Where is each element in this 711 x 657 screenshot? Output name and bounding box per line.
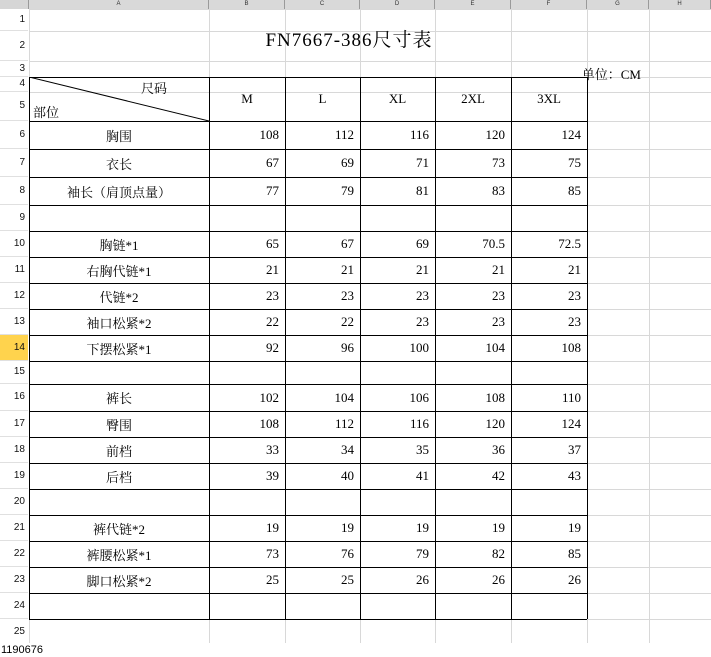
cell-r8-c2[interactable]: 100 <box>409 340 429 355</box>
cell-r1-c1[interactable]: 69 <box>341 155 354 170</box>
cell-r13-c2[interactable]: 41 <box>416 468 429 483</box>
cell-r5-c0[interactable]: 21 <box>266 262 279 277</box>
cell-r1-c3[interactable]: 73 <box>492 155 505 170</box>
cell-r17-c4[interactable]: 26 <box>568 572 581 587</box>
column-header-a[interactable]: A <box>29 0 209 9</box>
row-header-14[interactable]: 14 <box>0 335 28 361</box>
row-header-21[interactable]: 21 <box>0 515 28 541</box>
cell-r10-c1[interactable]: 104 <box>334 389 354 405</box>
cell-r13-c3[interactable]: 42 <box>492 468 505 483</box>
cell-r9-c1[interactable] <box>285 361 360 384</box>
row-header-9[interactable]: 9 <box>0 205 28 231</box>
column-header-h[interactable]: H <box>649 0 711 9</box>
cell-r5-c4[interactable]: 21 <box>568 262 581 277</box>
column-header-d[interactable]: D <box>360 0 435 9</box>
cell-r2-c4[interactable]: 85 <box>568 183 581 198</box>
document-title[interactable]: FN7667-386尺寸表 <box>265 29 433 51</box>
cell-r12-c4[interactable]: 37 <box>568 442 581 457</box>
cell-r2-c1[interactable]: 79 <box>341 183 354 198</box>
sheet-grid[interactable] <box>29 9 711 657</box>
cell-r1-c2[interactable]: 71 <box>416 155 429 170</box>
row-label-12[interactable]: 前档 <box>105 443 132 459</box>
cell-r3-c2[interactable] <box>360 205 435 231</box>
row-header-12[interactable]: 12 <box>0 283 28 309</box>
select-all-corner[interactable] <box>0 0 29 9</box>
row-label-14[interactable] <box>29 489 209 515</box>
cell-r13-c4[interactable]: 43 <box>568 468 581 483</box>
cell-r7-c0[interactable]: 22 <box>266 314 279 329</box>
row-header-25[interactable]: 25 <box>0 619 28 645</box>
row-header-6[interactable]: 6 <box>0 121 28 149</box>
cell-r14-c0[interactable] <box>209 489 285 515</box>
cell-r10-c0[interactable]: 102 <box>259 389 279 405</box>
cell-r12-c3[interactable]: 36 <box>492 442 505 457</box>
row-label-11[interactable]: 臀围 <box>105 417 132 433</box>
cell-r2-c2[interactable]: 81 <box>416 183 429 198</box>
row-label-2[interactable]: 袖长（肩顶点量） <box>66 184 171 200</box>
cell-r9-c3[interactable] <box>435 361 511 384</box>
row-label-3[interactable] <box>29 205 209 231</box>
cell-r17-c3[interactable]: 26 <box>492 572 505 587</box>
column-header-g[interactable]: G <box>587 0 649 9</box>
cell-r16-c1[interactable]: 76 <box>341 546 354 561</box>
cell-r0-c1[interactable]: 112 <box>334 127 354 142</box>
row-header-1[interactable]: 1 <box>0 9 28 31</box>
row-label-9[interactable] <box>29 361 209 384</box>
cell-r17-c0[interactable]: 25 <box>266 572 279 587</box>
cell-r4-c2[interactable]: 69 <box>416 236 429 251</box>
cell-r7-c1[interactable]: 22 <box>341 314 354 329</box>
row-header-19[interactable]: 19 <box>0 463 28 489</box>
column-header-c[interactable]: C <box>285 0 360 9</box>
cell-r10-c2[interactable]: 106 <box>409 389 429 405</box>
row-label-0[interactable]: 胸围 <box>105 128 132 144</box>
column-header-e[interactable]: E <box>435 0 511 9</box>
cell-r14-c2[interactable] <box>360 489 435 515</box>
header-corner-size-label: 尺码 <box>141 80 168 96</box>
unit-note[interactable]: 单位：CM <box>581 66 641 82</box>
cell-r5-c2[interactable]: 21 <box>416 262 429 277</box>
cell-r4-c1[interactable]: 67 <box>341 236 354 251</box>
row-header-13[interactable]: 13 <box>0 309 28 335</box>
cell-r10-c3[interactable]: 108 <box>485 389 505 405</box>
row-label-8[interactable]: 下摆松紧*1 <box>86 341 152 357</box>
row-header-7[interactable]: 7 <box>0 149 28 177</box>
cell-r7-c4[interactable]: 23 <box>568 314 581 329</box>
cell-r3-c0[interactable] <box>209 205 285 231</box>
table-border <box>587 77 588 619</box>
size-column-header-L[interactable]: L <box>318 91 327 106</box>
size-column-header-3XL[interactable]: 3XL <box>537 91 561 106</box>
cell-r0-c3[interactable]: 120 <box>485 127 505 142</box>
row-label-13[interactable]: 后档 <box>105 469 132 485</box>
column-header-f[interactable]: F <box>511 0 587 9</box>
row-header-18[interactable]: 18 <box>0 437 28 463</box>
cell-r5-c3[interactable]: 21 <box>492 262 505 277</box>
cell-r4-c4[interactable]: 72.5 <box>558 236 581 251</box>
row-header-4[interactable]: 4 <box>0 77 28 92</box>
cell-r15-c2[interactable]: 19 <box>416 520 429 535</box>
cell-r6-c1[interactable]: 23 <box>341 288 354 303</box>
column-header-b[interactable]: B <box>209 0 285 9</box>
cell-r10-c4[interactable]: 110 <box>561 389 581 405</box>
cell-r4-c3[interactable]: 70.5 <box>482 236 505 251</box>
status-bar: 1190676 <box>0 643 711 657</box>
row-header-23[interactable]: 23 <box>0 567 28 593</box>
cell-r3-c1[interactable] <box>285 205 360 231</box>
cell-r2-c3[interactable]: 83 <box>492 183 505 198</box>
size-column-header-2XL[interactable]: 2XL <box>461 91 485 106</box>
cell-r15-c3[interactable]: 19 <box>492 520 505 535</box>
cell-r11-c1[interactable]: 112 <box>334 416 354 431</box>
cell-r15-c0[interactable]: 19 <box>266 520 279 535</box>
cell-r1-c0[interactable]: 67 <box>266 155 279 170</box>
row-header-16[interactable]: 16 <box>0 384 28 411</box>
row-header-24[interactable]: 24 <box>0 593 28 619</box>
cell-r15-c4[interactable]: 19 <box>568 520 581 535</box>
cell-r11-c4[interactable]: 124 <box>561 416 581 431</box>
cell-r16-c2[interactable]: 79 <box>416 546 429 561</box>
size-column-header-XL[interactable]: XL <box>388 91 407 106</box>
row-header-20[interactable]: 20 <box>0 489 28 515</box>
cell-r0-c4[interactable]: 124 <box>561 127 581 142</box>
cell-r13-c1[interactable]: 40 <box>341 468 354 483</box>
size-column-header-M[interactable]: M <box>241 91 253 106</box>
row-header-10[interactable]: 10 <box>0 231 28 257</box>
row-header-15[interactable]: 15 <box>0 361 28 384</box>
cell-r1-c4[interactable]: 75 <box>568 155 581 170</box>
cell-r14-c3[interactable] <box>435 489 511 515</box>
row-label-16[interactable]: 裤腰松紧*1 <box>86 547 152 563</box>
table-border <box>29 593 587 594</box>
column-header-strip <box>0 0 711 9</box>
table-border <box>29 619 587 620</box>
row-label-6[interactable]: 代链*2 <box>99 289 139 305</box>
cell-r6-c2[interactable]: 23 <box>416 288 429 303</box>
cell-r7-c3[interactable]: 23 <box>492 314 505 329</box>
cell-r14-c4[interactable] <box>511 489 587 515</box>
cell-r17-c2[interactable]: 26 <box>416 572 429 587</box>
grid-line <box>29 61 711 62</box>
cell-r11-c3[interactable]: 120 <box>485 416 505 431</box>
cell-r17-c1[interactable]: 25 <box>341 572 354 587</box>
row-label-4[interactable]: 胸链*1 <box>99 237 139 253</box>
cell-r5-c1[interactable]: 21 <box>341 262 354 277</box>
cell-r9-c0[interactable] <box>209 361 285 384</box>
cell-r8-c3[interactable]: 104 <box>485 340 505 355</box>
cell-r16-c4[interactable]: 85 <box>568 546 581 561</box>
row-header-5[interactable]: 5 <box>0 92 28 121</box>
cell-r3-c4[interactable] <box>511 205 587 231</box>
row-header-8[interactable]: 8 <box>0 177 28 205</box>
row-label-17[interactable]: 脚口松紧*2 <box>86 573 152 589</box>
cell-r2-c0[interactable]: 77 <box>266 183 279 198</box>
cell-r6-c3[interactable]: 23 <box>492 288 505 303</box>
cell-r7-c2[interactable]: 23 <box>416 314 429 329</box>
cell-r8-c0[interactable]: 92 <box>266 340 279 355</box>
cell-r12-c1[interactable]: 34 <box>341 442 354 457</box>
cell-r0-c2[interactable]: 116 <box>409 127 429 142</box>
row-label-7[interactable]: 袖口松紧*2 <box>86 315 152 331</box>
cell-r13-c0[interactable]: 39 <box>266 468 279 483</box>
cell-r6-c0[interactable]: 23 <box>266 288 279 303</box>
grid-line <box>29 9 711 10</box>
row-header-11[interactable]: 11 <box>0 257 28 283</box>
cell-r8-c1[interactable]: 96 <box>341 340 354 355</box>
row-label-15[interactable]: 裤代链*2 <box>92 521 145 537</box>
cell-r12-c2[interactable]: 35 <box>416 442 429 457</box>
cell-r6-c4[interactable]: 23 <box>568 288 581 303</box>
cell-r16-c0[interactable]: 73 <box>266 546 279 561</box>
cell-r8-c4[interactable]: 108 <box>561 340 581 355</box>
row-label-1[interactable]: 衣长 <box>105 156 132 172</box>
cell-r4-c0[interactable]: 65 <box>266 236 279 251</box>
header-corner-part-label: 部位 <box>33 104 60 120</box>
cell-r15-c1[interactable]: 19 <box>341 520 354 535</box>
row-label-10[interactable]: 裤长 <box>105 391 132 406</box>
row-header-3[interactable]: 3 <box>0 61 28 77</box>
cell-r3-c3[interactable] <box>435 205 511 231</box>
cell-r12-c0[interactable]: 33 <box>266 442 279 457</box>
row-label-5[interactable]: 右胸代链*1 <box>86 263 152 279</box>
cell-r16-c3[interactable]: 82 <box>492 546 505 561</box>
cell-r0-c0[interactable]: 108 <box>259 127 279 142</box>
cell-r14-c1[interactable] <box>285 489 360 515</box>
row-header-22[interactable]: 22 <box>0 541 28 567</box>
cell-r11-c2[interactable]: 116 <box>409 416 429 431</box>
row-header-17[interactable]: 17 <box>0 411 28 437</box>
grid-line <box>649 9 650 657</box>
cell-r9-c2[interactable] <box>360 361 435 384</box>
cell-r9-c4[interactable] <box>511 361 587 384</box>
row-header-2[interactable]: 2 <box>0 31 28 61</box>
cell-r11-c0[interactable]: 108 <box>259 416 279 431</box>
